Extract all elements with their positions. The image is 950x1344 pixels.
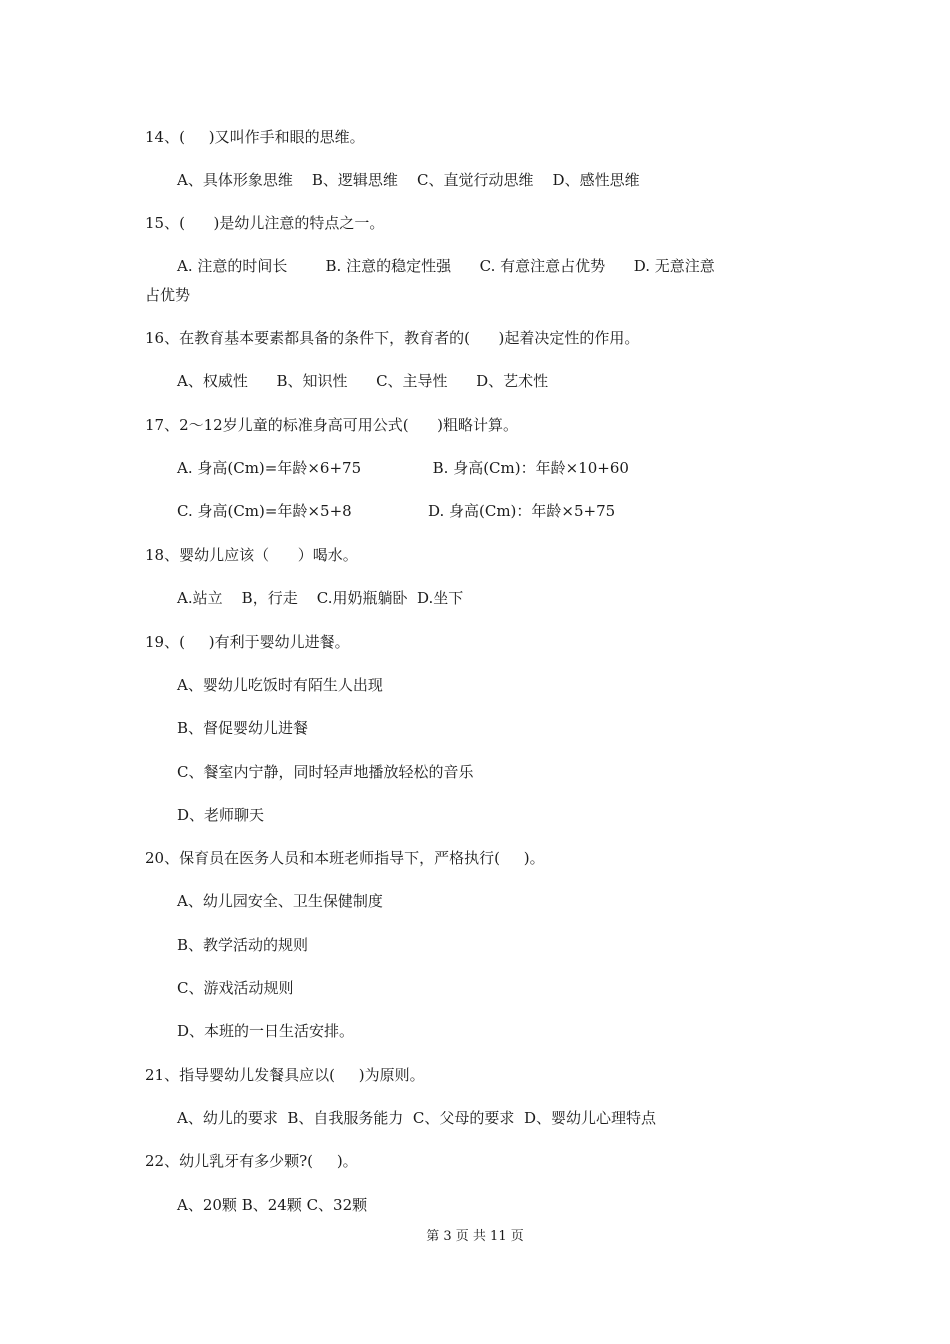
question-19-option-a: A、婴幼儿吃饭时有陌生人出现 <box>177 676 383 694</box>
question-20-option-b: B、教学活动的规则 <box>177 936 309 954</box>
question-15: 15、( )是幼儿注意的特点之一。 <box>145 214 385 232</box>
question-14: 14、( )又叫作手和眼的思维。 <box>145 128 365 146</box>
question-19: 19、( )有利于婴幼儿进餐。 <box>145 633 350 651</box>
question-17: 17、2～12岁儿童的标准身高可用公式( )粗略计算。 <box>145 416 519 434</box>
page-number-footer: 第 3 页 共 11 页 <box>426 1229 524 1244</box>
question-19-option-c: C、餐室内宁静，同时轻声地播放轻松的音乐 <box>177 763 474 781</box>
question-15-options: A. 注意的时间长 B. 注意的稳定性强 C. 有意注意占优势 D. 无意注意 <box>177 257 715 275</box>
question-21-options: A、幼儿的要求 B、自我服务能力 C、父母的要求 D、婴幼儿心理特点 <box>177 1109 656 1127</box>
question-20-option-a: A、幼儿园安全、卫生保健制度 <box>177 892 383 910</box>
question-19-option-b: B、督促婴幼儿进餐 <box>177 719 309 737</box>
question-16: 16、在教育基本要素都具备的条件下，教育者的( )起着决定性的作用。 <box>145 329 640 347</box>
question-18-options: A.站立 B，行走 C.用奶瓶躺卧 D.坐下 <box>177 589 464 607</box>
question-15-options-continuation: 占优势 <box>145 286 191 304</box>
question-19-option-d: D、老师聊天 <box>177 806 265 824</box>
question-16-options: A、权威性 B、知识性 C、主导性 D、艺术性 <box>177 372 549 390</box>
question-20-option-d: D、本班的一日生活安排。 <box>177 1022 355 1040</box>
question-22-options: A、20颗 B、24颗 C、32颗 <box>177 1196 368 1214</box>
question-17-options-row-1: A. 身高(Cm)=年龄×6+75 B. 身高(Cm)：年龄×10+60 <box>177 459 629 477</box>
question-22: 22、幼儿乳牙有多少颗?( )。 <box>145 1152 358 1170</box>
question-20: 20、保育员在医务人员和本班老师指导下，严格执行( )。 <box>145 849 545 867</box>
question-21: 21、指导婴幼儿发餐具应以( )为原则。 <box>145 1066 425 1084</box>
question-17-options-row-2: C. 身高(Cm)=年龄×5+8 D. 身高(Cm)：年龄×5+75 <box>177 502 616 520</box>
question-18: 18、婴幼儿应该（ ）喝水。 <box>145 546 358 564</box>
question-20-option-c: C、游戏活动规则 <box>177 979 294 997</box>
question-14-options: A、具体形象思维 B、逻辑思维 C、直觉行动思维 D、感性思维 <box>177 171 640 189</box>
